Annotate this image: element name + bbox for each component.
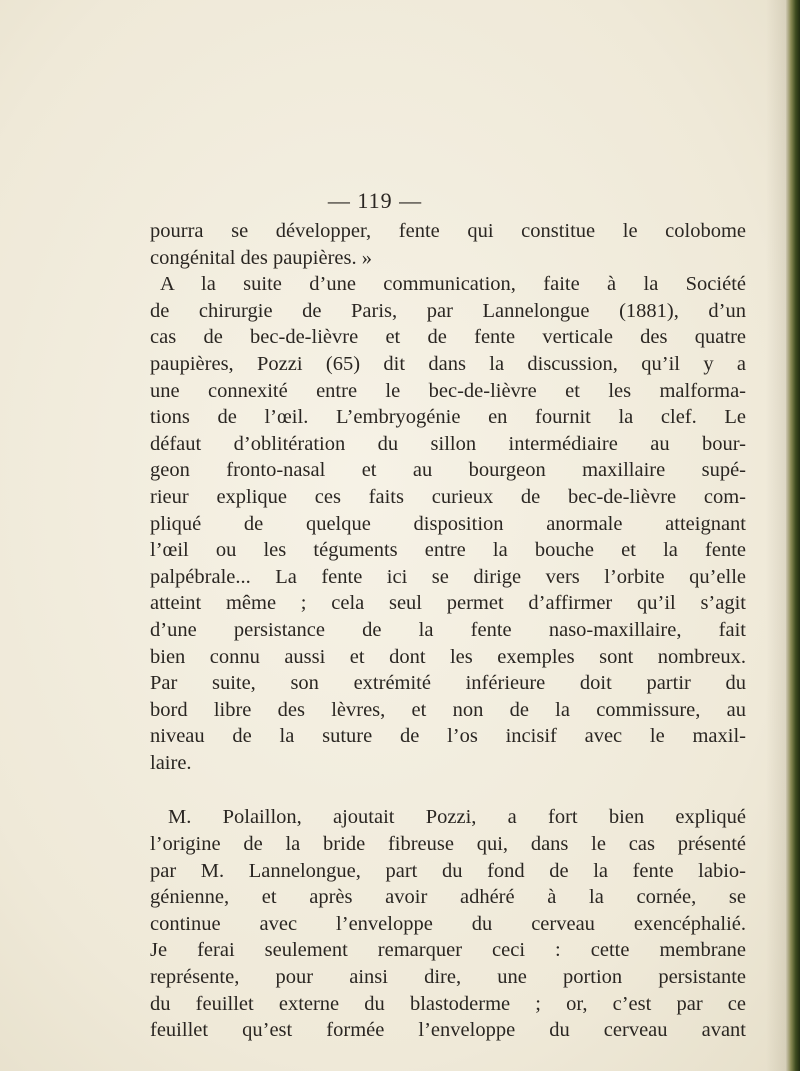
text-line: Je ferai seulement remarquer ceci : cette membrane	[150, 939, 746, 962]
text-line: atteint même ; cela seul permet d’affirmer qu’il s’agit	[150, 592, 746, 615]
text-line: rieur explique ces faits curieux de bec-de-lièvre com-	[150, 485, 746, 508]
body-text	[150, 218, 746, 1044]
text-line: palpébrale... La fente ici se dirige vers l’orbite qu’elle	[150, 565, 746, 588]
text-line: continue avec l’enveloppe du cerveau exencéphalié.	[150, 912, 746, 935]
binding-edge	[786, 0, 800, 1071]
text-line: M. Polaillon, ajoutait Pozzi, a fort bien expliqué	[168, 806, 746, 829]
text-line: cas de bec-de-lièvre et de fente verticale des quatre	[150, 326, 746, 349]
text-line: tions de l’œil. L’embryogénie en fournit la clef. Le	[150, 406, 746, 429]
text-line: paupières, Pozzi (65) dit dans la discussion, qu’il y a	[150, 352, 746, 375]
text-line: de chirurgie de Paris, par Lannelongue (1881), d’un	[150, 299, 746, 322]
text-line: feuillet qu’est formée l’enveloppe du cerveau avant	[150, 1019, 746, 1042]
text-line: pliqué de quelque disposition anormale atteignant	[150, 512, 746, 535]
text-line: Par suite, son extrémité inférieure doit partir du	[150, 672, 746, 695]
text-line: congénital des paupières. »	[150, 246, 373, 269]
text-line: du feuillet externe du blastoderme ; or, c’est par ce	[150, 992, 746, 1015]
text-line: l’origine de la bride fibreuse qui, dans le cas présenté	[150, 833, 746, 856]
page-number: — 119 —	[327, 188, 423, 213]
text-line: défaut d’oblitération du sillon intermédiaire au bour-	[150, 432, 746, 455]
text-line: niveau de la suture de l’os incisif avec le maxil-	[150, 725, 746, 748]
text-line: bord libre des lèvres, et non de la commissure, au	[150, 698, 746, 721]
text-line: laire.	[150, 751, 192, 774]
text-line: représente, pour ainsi dire, une portion persistante	[150, 966, 746, 989]
text-line: A la suite d’une communication, faite à la Société	[160, 273, 746, 296]
text-line: d’une persistance de la fente naso-maxillaire, fait	[150, 618, 746, 641]
paragraph-gap	[150, 776, 746, 804]
text-line: par M. Lannelongue, part du fond de la fente labio-	[150, 859, 746, 882]
text-line: pourra se développer, fente qui constitue le colobome	[150, 220, 746, 242]
text-line: bien connu aussi et dont les exemples sont nombreux.	[150, 645, 746, 668]
binding-shadow	[766, 0, 786, 1071]
text-line: génienne, et après avoir adhéré à la cornée, se	[150, 886, 746, 909]
text-line: geon fronto-nasal et au bourgeon maxillaire supé-	[150, 459, 746, 482]
text-line: l’œil ou les téguments entre la bouche et la fente	[150, 539, 746, 562]
text-line: une connexité entre le bec-de-lièvre et les malforma-	[150, 379, 746, 402]
